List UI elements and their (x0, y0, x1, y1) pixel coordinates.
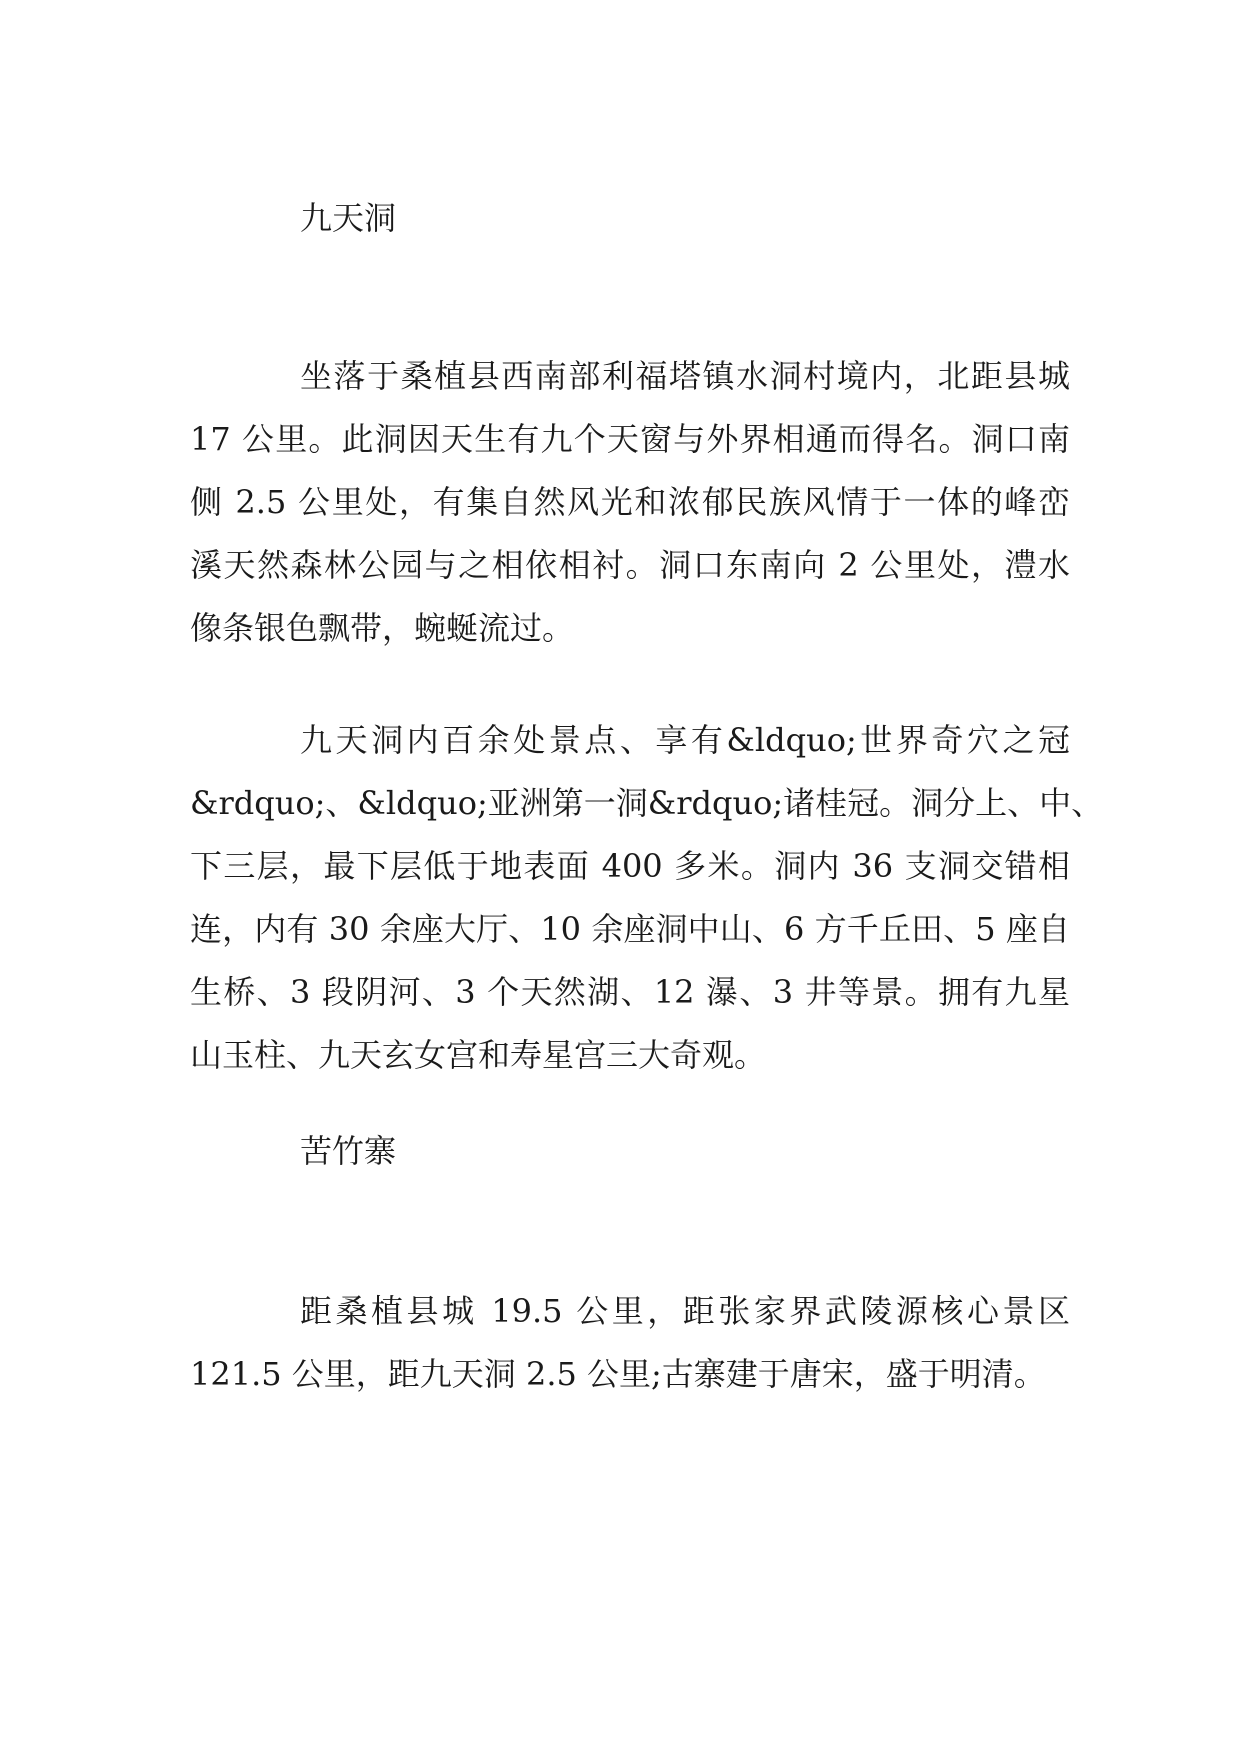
text-line: 侧 2.5 公里处，有集自然风光和浓郁民族风情于一体的峰峦 (190, 483, 1070, 521)
paragraph-jiutiandong-location (190, 345, 1070, 660)
text-line: 坐落于桑植县西南部利福塔镇水洞村境内，北距县城 (300, 357, 1070, 395)
text-line: 溪天然森林公园与之相依相衬。洞口东南向 2 公里处，澧水 (190, 546, 1070, 584)
text-line: &rdquo;、&ldquo;亚洲第一洞&rdquo;诸桂冠。洞分上、中、 (190, 784, 1104, 822)
section-title-kuzhuzhai: 苦竹寨 (300, 1132, 397, 1170)
text-line: 距桑植县城 19.5 公里，距张家界武陵源核心景区 (300, 1292, 1070, 1330)
paragraph-jiutiandong-features (190, 709, 1104, 1087)
text-line: 像条银色飘带，蜿蜒流过。 (190, 609, 575, 647)
paragraph-kuzhuzhai-location (190, 1280, 1070, 1406)
text-line: 九天洞内百余处景点、享有&ldquo;世界奇穴之冠 (300, 721, 1070, 759)
text-line: 生桥、3 段阴河、3 个天然湖、12 瀑、3 井等景。拥有九星 (190, 973, 1070, 1011)
text-line: 121.5 公里，距九天洞 2.5 公里;古寨建于唐宋，盛于明清。 (190, 1355, 1046, 1393)
text-line: 17 公里。此洞因天生有九个天窗与外界相通而得名。洞口南 (190, 420, 1070, 458)
text-line: 下三层，最下层低于地表面 400 多米。洞内 36 支洞交错相 (190, 847, 1070, 885)
text-line: 连，内有 30 余座大厅、10 余座洞中山、6 方千丘田、5 座自 (190, 910, 1070, 948)
section-title-jiutiandong: 九天洞 (300, 199, 397, 237)
text-line: 山玉柱、九天玄女宫和寿星宫三大奇观。 (190, 1036, 767, 1074)
